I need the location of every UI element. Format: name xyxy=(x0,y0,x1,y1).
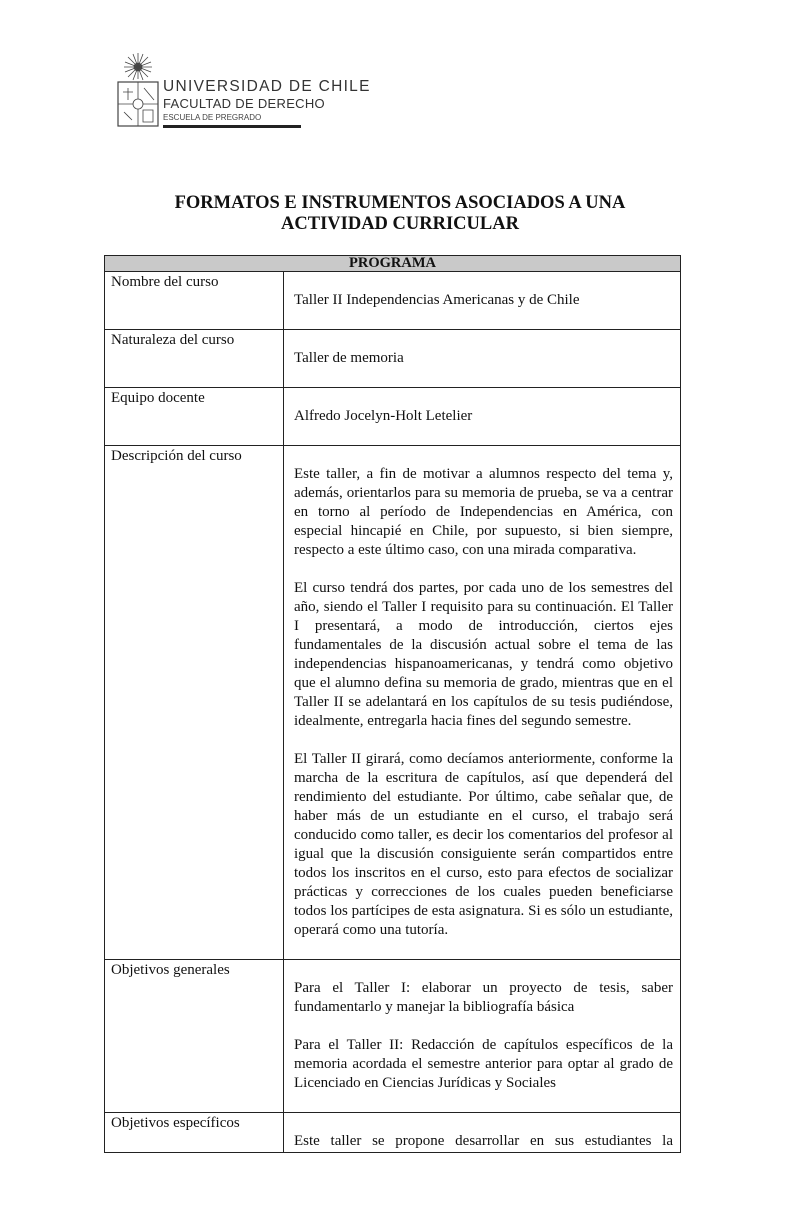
row-label: Descripción del curso xyxy=(105,446,284,960)
row-value xyxy=(284,330,681,388)
row-label: Objetivos generales xyxy=(105,960,284,1113)
table-row xyxy=(105,272,681,330)
paragraph: Para el Taller II: Redacción de capítulos específicos de la memoria acordada el semestre anterior para optar al grado de Licenciado en Ciencias Jurídicas y Sociales xyxy=(294,1037,673,1091)
row-value xyxy=(284,446,681,960)
row-label: Nombre del curso xyxy=(105,272,284,330)
paragraph: Este taller, a fin de motivar a alumnos respecto del tema y, además, orientarlos para su memoria de prueba, se va a centrar en torno al período de Independencias en América, con especial hincapié en Chile, por supuesto, si bien siempre, respecto a este último caso, con una mirada comparativa. xyxy=(294,466,673,558)
paragraph: El curso tendrá dos partes, por cada uno de los semestres del año, siendo el Taller I requisito para su continuación. El Taller I presentará, a modo de introducción, ciertos ejes fundamentales de la discusión actual sobre el tema de las independencias hispanoamericanas, y tendrá como objetivo que el alumno defina su memoria de grado, mientras que en el Taller II se adelantará en los capítulos de su tesis pudiéndose, idealmente, entregarla hacia fines del segundo semestre. xyxy=(294,580,673,729)
school-name: ESCUELA DE PREGRADO xyxy=(163,113,262,122)
paragraph: Taller de memoria xyxy=(294,350,404,366)
table-row xyxy=(105,446,681,960)
row-label: Naturaleza del curso xyxy=(105,330,284,388)
row-value xyxy=(284,388,681,446)
table-row xyxy=(105,388,681,446)
table-row xyxy=(105,960,681,1113)
table-row xyxy=(105,1113,681,1153)
row-label: Objetivos específicos xyxy=(105,1113,284,1153)
row-label: Equipo docente xyxy=(105,388,284,446)
paragraph: Alfredo Jocelyn-Holt Letelier xyxy=(294,408,473,424)
row-value xyxy=(284,960,681,1113)
paragraph: Este taller se propone desarrollar en sus estudiantes la xyxy=(294,1133,673,1149)
title-line-1: FORMATOS E INSTRUMENTOS ASOCIADOS A UNA xyxy=(174,193,626,213)
paragraph: Para el Taller I: elaborar un proyecto de tesis, saber fundamentarlo y manejar la bibliografía básica xyxy=(294,980,673,1015)
table-heading: PROGRAMA xyxy=(105,256,681,272)
university-name: UNIVERSIDAD DE CHILE xyxy=(163,78,371,95)
header-divider xyxy=(163,125,301,128)
page-title xyxy=(0,193,800,235)
paragraph: Taller II Independencias Americanas y de Chile xyxy=(294,292,580,308)
paragraph: El Taller II girará, como decíamos anteriormente, conforme la marcha de la escritura de capítulos, así que dependerá del rendimiento del estudiante. Por último, cabe señalar que, de haber más de un estudiante en el curso, el trabajo será conducido como taller, es decir los comentarios del profesor al igual que la discusión consiguiente serán compartidos entre todos los inscritos en el curso, esto para efectos de socializar prácticas y correcciones de los cuales pueden beneficiarse todos los partícipes de esta asignatura. Si es sólo un estudiante, operará como una tutoría. xyxy=(294,751,673,938)
table-row xyxy=(105,330,681,388)
program-table xyxy=(104,255,681,1153)
row-value xyxy=(284,1113,681,1153)
row-value xyxy=(284,272,681,330)
title-line-2: ACTIVIDAD CURRICULAR xyxy=(281,214,519,234)
faculty-name: FACULTAD DE DERECHO xyxy=(163,96,325,111)
